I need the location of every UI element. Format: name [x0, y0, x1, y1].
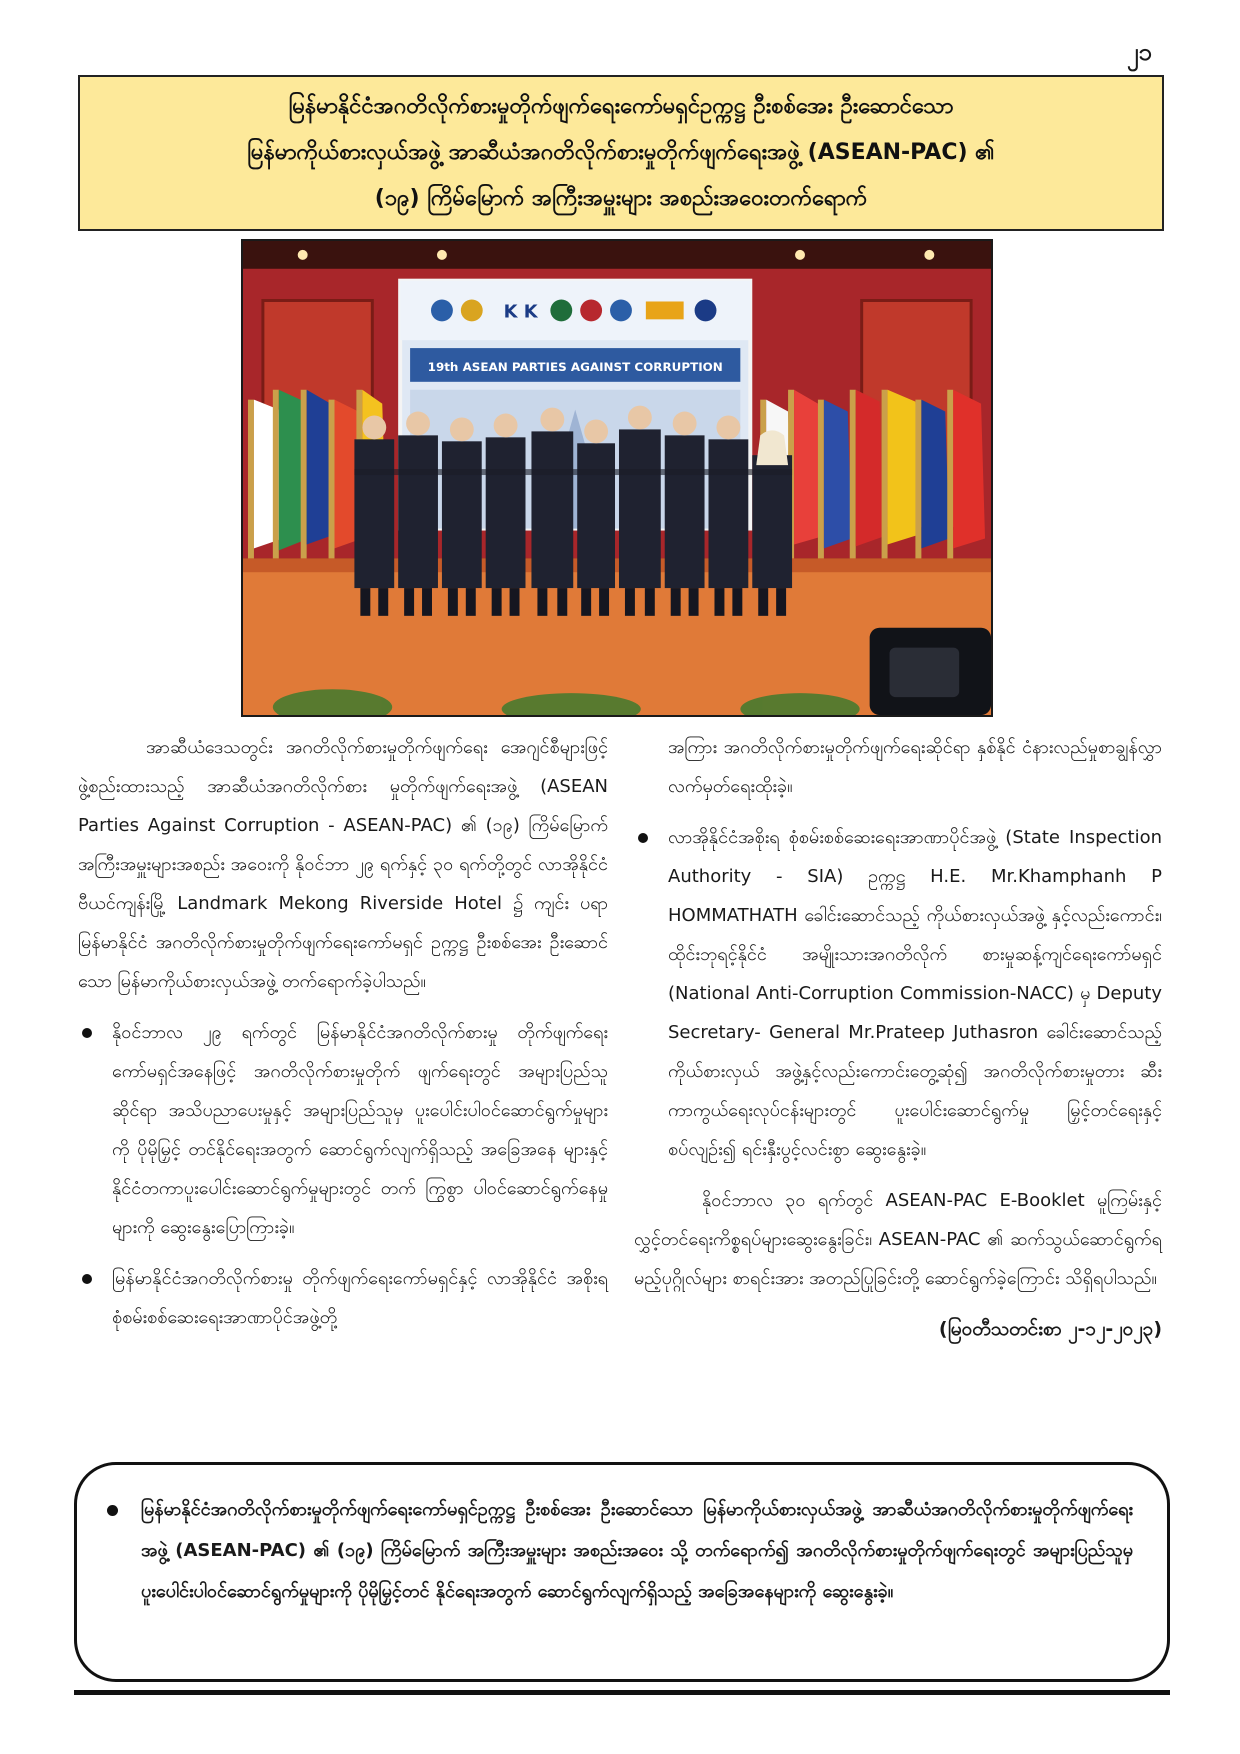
bullet-text-2-continued: အကြား အဂတိလိုက်စားမှုတိုက်ဖျက်ရေးဆိုင်ရာ နှစ်နိုင် ငံနားလည်မှုစာချွန်လွှာ လက်မှတ်ရေးထိုးခဲ့။: [668, 737, 1162, 797]
page-number: ၂၁: [1126, 38, 1152, 66]
bullet-item-1: [78, 1013, 608, 1247]
closing-paragraph: နိုဝင်ဘာလ ၃၀ ရက်တွင် ASEAN-PAC E-Booklet မူကြမ်းနှင့် လွှင့်တင်ရေးကိစ္စရပ်များဆွေးနွေးခြင်း၊ ASEAN-PAC ၏ ဆက်သွယ်ဆောင်ရွက်ရမည့်ပုဂ္ဂိုလ်များ စာရင်းအား အတည်ပြုခြင်းတို့ ဆောင်ရွက်ခဲ့ကြောင်း သိရှိရပါသည်။: [634, 1190, 1162, 1289]
footer-rule: [74, 1690, 1170, 1695]
summary-text: မြန်မာနိုင်ငံအဂတိလိုက်စားမှုတိုက်ဖျက်ရေးကော်မရှင်ဥက္ကဋ္ဌ ဦးစစ်အေး ဦးဆောင်သော မြန်မာကိုယ်စားလှယ်အဖွဲ့ အာဆီယံအဂတိလိုက်စားမှုတိုက်ဖျက်ရေးအဖွဲ့ (ASEAN-PAC) ၏ (၁၉) ကြိမ်မြောက် အကြီးအမှူးများ အစည်းအဝေး သို့ တက်ရောက်၍ အဂတိလိုက်စားမှုတိုက်ဖျက်ရေးတွင် အများပြည်သူမှ ပူးပေါင်းပါဝင်ဆောင်ရွက်မှုများကို ပိုမိုမြှင့်တင် နိုင်ရေးအတွက် ဆောင်ရွက်လျက်ရှိသည့် အခြေအနေများကို ဆွေးနွေးခဲ့။: [141, 1499, 1133, 1602]
left-column: [78, 728, 608, 1349]
intro-paragraph: အာဆီယံဒေသတွင်း အဂတိလိုက်စားမှုတိုက်ဖျက်ရေး အေဂျင်စီများဖြင့် ဖွဲ့စည်းထားသည့် အာဆီယံအဂတိလိုက်စား မှုတိုက်ဖျက်ရေးအဖွဲ့ (ASEAN Parties Against Corruption - ASEAN-PAC) ၏ (၁၉) ကြိမ်မြောက် အကြီးအမှူးများအစည်း အဝေးကို နိုဝင်ဘာ ၂၉ ရက်နှင့် ၃၀ ရက်တို့တွင် လာအိုနိုင်ငံ ဗီယင်ကျန်းမြို့ Landmark Mekong Riverside Hotel ၌ ကျင်း ပရာ မြန်မာနိုင်ငံ အဂတိလိုက်စားမှုတိုက်ဖျက်ရေးကော်မရှင် ဥက္ကဋ္ဌ ဦးစစ်အေး ဦးဆောင်သော မြန်မာကိုယ်စားလှယ်အဖွဲ့ တက်ရောက်ခဲ့ပါသည်။: [78, 737, 608, 992]
bullet-text-3: လာအိုနိုင်ငံအစိုးရ စုံစမ်းစစ်ဆေးရေးအာဏာပိုင်အဖွဲ့ (State Inspection Authority - SIA) ဥက္ကဋ္ဌ H.E. Mr.Khamphanh P HOMMATHATH ခေါင်းဆောင်သည့် ကိုယ်စားလှယ်အဖွဲ့ နှင့်လည်းကောင်း၊ ထိုင်းဘုရင့်နိုင်ငံ အမျိုးသားအဂတိလိုက် စားမှုဆန့်ကျင်ရေးကော်မရှင် (National Anti-Corruption Commission-NACC) မှ Deputy Secretary- General Mr.Prateep Juthasron ခေါင်းဆောင်သည့် ကိုယ်စားလှယ် အဖွဲ့နှင့်လည်းကောင်းတွေ့ဆုံ၍ အဂတိလိုက်စားမှုတား ဆီး ကာကွယ်ရေးလုပ်ငန်းများတွင် ပူးပေါင်းဆောင်ရွက်မှု မြှင့်တင်ရေးနှင့်စပ်လျဉ်း၍ ရင်းနှီးပွင့်လင်းစွာ ဆွေးနွေးခဲ့။: [668, 827, 1162, 1160]
banner-logo-text: K K: [503, 301, 538, 323]
headline-box: [78, 75, 1164, 231]
headline-line-3: (၁၉) ကြိမ်မြောက် အကြီးအမှူးများ အစည်းအဝေးတက်ရောက်: [374, 186, 868, 211]
bullet-dot-icon: [638, 833, 648, 843]
bullet-text-1: နိုဝင်ဘာလ ၂၉ ရက်တွင် မြန်မာနိုင်ငံအဂတိလိုက်စားမှု တိုက်ဖျက်ရေးကော်မရှင်အနေဖြင့် အဂတိလိုက်စားမှုတိုက် ဖျက်ရေးတွင် အများပြည်သူဆိုင်ရာ အသိပညာပေးမှုနှင့် အများပြည်သူမှ ပူးပေါင်းပါဝင်ဆောင်ရွက်မှုများကို ပိုမိုမြှင့် တင်နိုင်ရေးအတွက် ဆောင်ရွက်လျက်ရှိသည့် အခြေအနေ များနှင့် နိုင်ငံတကာပူးပေါင်းဆောင်ရွက်မှုများတွင် တက် ကြွစွာ ပါဝင်ဆောင်ရွက်နေမှုများကို ဆွေးနွေးပြောကြားခဲ့။: [112, 1022, 608, 1238]
bullet-dot-icon: [107, 1505, 118, 1516]
bullet-dot-icon: [82, 1028, 92, 1038]
headline-line-2: မြန်မာကိုယ်စားလှယ်အဖွဲ့ အာဆီယံအဂတိလိုက်စားမှုတိုက်ဖျက်ရေးအဖွဲ့ (ASEAN-PAC) ၏: [247, 140, 995, 165]
bullet-dot-icon: [82, 1274, 92, 1284]
source-citation: (မြဝတီသတင်းစာ ၂-၁၂-၂၀၂၃): [938, 1318, 1162, 1340]
meeting-photo-illustration: [243, 241, 991, 715]
meeting-photo: [241, 239, 993, 717]
headline-line-1: မြန်မာနိုင်ငံအဂတိလိုက်စားမှုတိုက်ဖျက်ရေးကော်မရှင်ဥက္ကဋ္ဌ ဦးစစ်အေး ဦးဆောင်သော: [288, 94, 954, 119]
bullet-text-2: မြန်မာနိုင်ငံအဂတိလိုက်စားမှု တိုက်ဖျက်ရေးကော်မရှင်နှင့် လာအိုနိုင်ငံ အစိုးရစုံစမ်းစစ်ဆေးရေးအာဏာပိုင်အဖွဲ့တို့: [112, 1268, 608, 1328]
summary-box: [74, 1462, 1170, 1682]
banner-title: 19th ASEAN PARTIES AGAINST CORRUPTION: [427, 359, 723, 374]
right-column: [634, 728, 1162, 1349]
bullet-item-2: [78, 1259, 608, 1337]
bullet-item-3: [634, 818, 1162, 1169]
